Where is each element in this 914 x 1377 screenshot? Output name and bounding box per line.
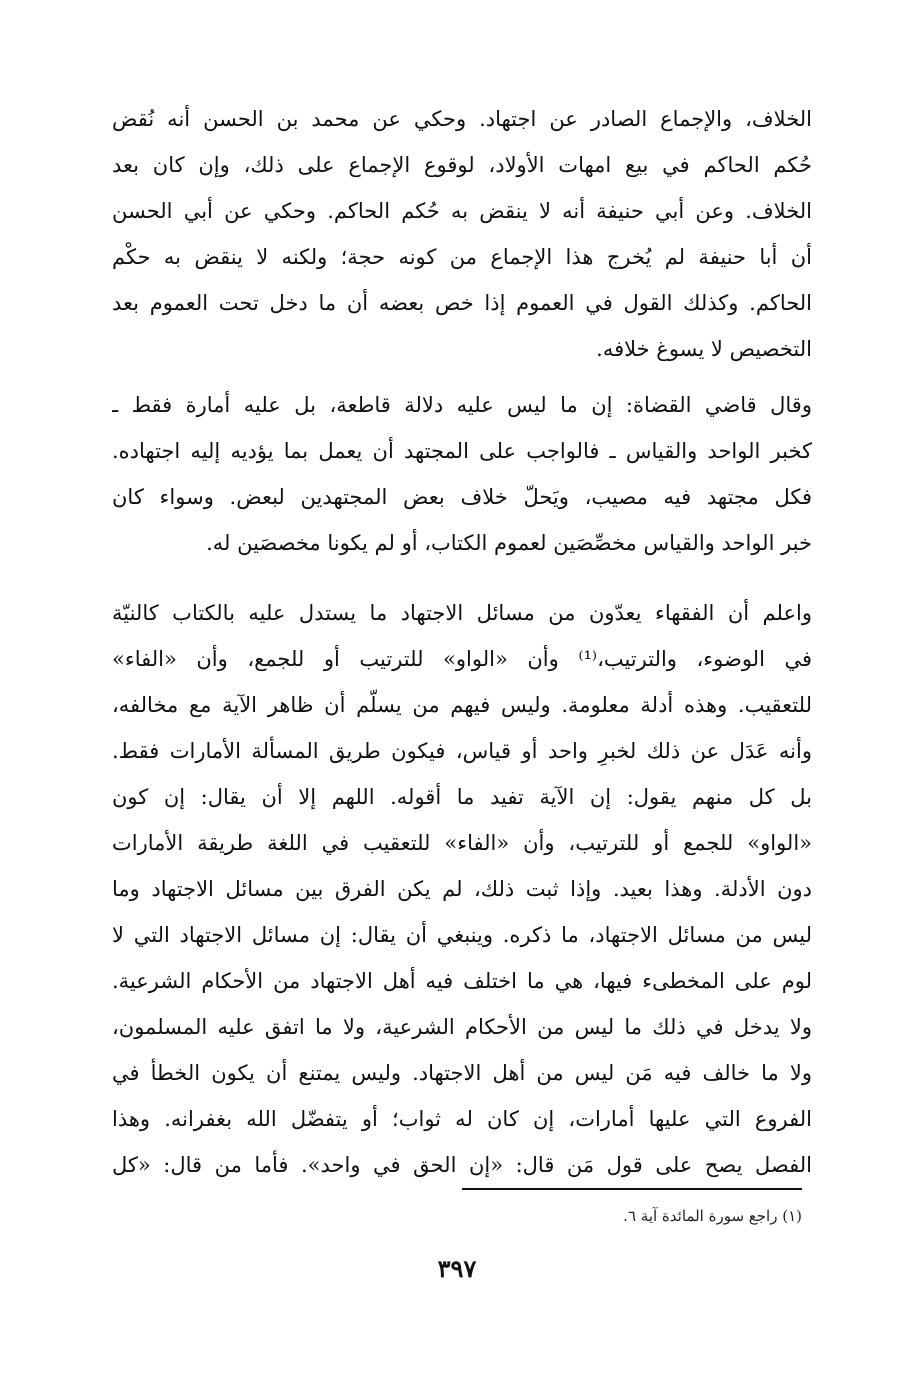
text-line: التخصيص لا يسوغ خلافه.	[596, 337, 812, 361]
text-line: الخلاف، والإجماع الصادر عن اجتهاد. وحكي عن محمد بن الحسن أنه نُقض	[112, 107, 812, 131]
text-line: دون الأدلة. وهذا بعيد. وإذا ثبت ذلك، لم يكن الفرق بين مسائل الاجتهاد وما	[112, 877, 812, 901]
text-line: أن أبا حنيفة لم يُخرج هذا الإجماع من كونه حجة؛ ولكنه لا ينقض به حكْم	[112, 245, 812, 269]
text-line: ليس من مسائل الاجتهاد، ما ذكره. وينبغي أن يقال: إن مسائل الاجتهاد التي لا	[112, 923, 812, 947]
text-line: فكل مجتهد فيه مصيب، ويَحلّ خلاف بعض المجتهدين لبعض. وسواء كان	[112, 485, 812, 509]
text-line: ولا ما خالف فيه مَن ليس من أهل الاجتهاد. وليس يمتنع أن يكون الخطأ في	[112, 1061, 812, 1085]
text-line: كخبر الواحد والقياس ـ فالواجب على المجتهد أن يعمل بما يؤديه إليه اجتهاده.	[112, 439, 812, 463]
text-line: «الواو» للجمع أو للترتيب، وأن «الفاء» للتعقيب في اللغة طريقة الأمارات	[112, 831, 812, 855]
text-line: ولا يدخل في ذلك ما ليس من الأحكام الشرعية، ولا ما اتفق عليه المسلمون،	[112, 1015, 812, 1039]
text-line: الفصل يصح على قول مَن قال: «إن الحق في واحد». فأما من قال: «كل	[112, 1153, 812, 1177]
text-line: واعلم أن الفقهاء يعدّون من مسائل الاجتهاد ما يستدل عليه بالكتاب كالنيّة	[112, 601, 812, 625]
footnote: (١) راجع سورة المائدة آية ٦.	[623, 1207, 802, 1225]
text-line: وأنه عَدَل عن ذلك لخبرِ واحد أو قياس، فيكون طريق المسألة الأمارات فقط.	[112, 739, 812, 763]
text-line: الفروع التي عليها أمارات، إن كان له ثواب؛ أو يتفضّل الله بغفرانه. وهذا	[112, 1107, 812, 1131]
text-line: للتعقيب. وهذه أدلة معلومة. وليس فيهم من يسلّم أن ظاهر الآية مع مخالفه،	[112, 693, 812, 717]
text-line: وقال قاضي القضاة: إن ما ليس عليه دلالة قاطعة، بل عليه أمارة فقط ـ	[112, 393, 812, 417]
text-line: بل كل منهم يقول: إن الآية تفيد ما أقوله. اللهم إلا أن يقال: إن كون	[112, 785, 812, 809]
text-line: لوم على المخطىء فيها، هي ما اختلف فيه أهل الاجتهاد من الأحكام الشرعية.	[112, 969, 812, 993]
paragraph-1	[112, 96, 812, 372]
footnote-separator	[462, 1188, 802, 1190]
text-line: خبر الواحد والقياس مخصِّصَين لعموم الكتاب، أو لم يكونا مخصصَين له.	[206, 531, 812, 555]
text-line: الخلاف. وعن أبي حنيفة أنه لا ينقض به حُكم الحاكم. وحكي عن أبي الحسن	[112, 199, 812, 223]
paragraph-3	[112, 590, 812, 1188]
page-number: ٣٩٧	[437, 1254, 477, 1283]
text-line: حُكم الحاكم في بيع امهات الأولاد، لوقوع الإجماع على ذلك، وإن كان بعد	[112, 153, 812, 177]
text-line: في الوضوء، والترتيب،⁽¹⁾ وأن «الواو» للترتيب أو للجمع، وأن «الفاء»	[112, 647, 812, 671]
text-line: الحاكم. وكذلك القول في العموم إذا خص بعضه أن ما دخل تحت العموم بعد	[112, 291, 812, 315]
paragraph-2	[112, 382, 812, 566]
